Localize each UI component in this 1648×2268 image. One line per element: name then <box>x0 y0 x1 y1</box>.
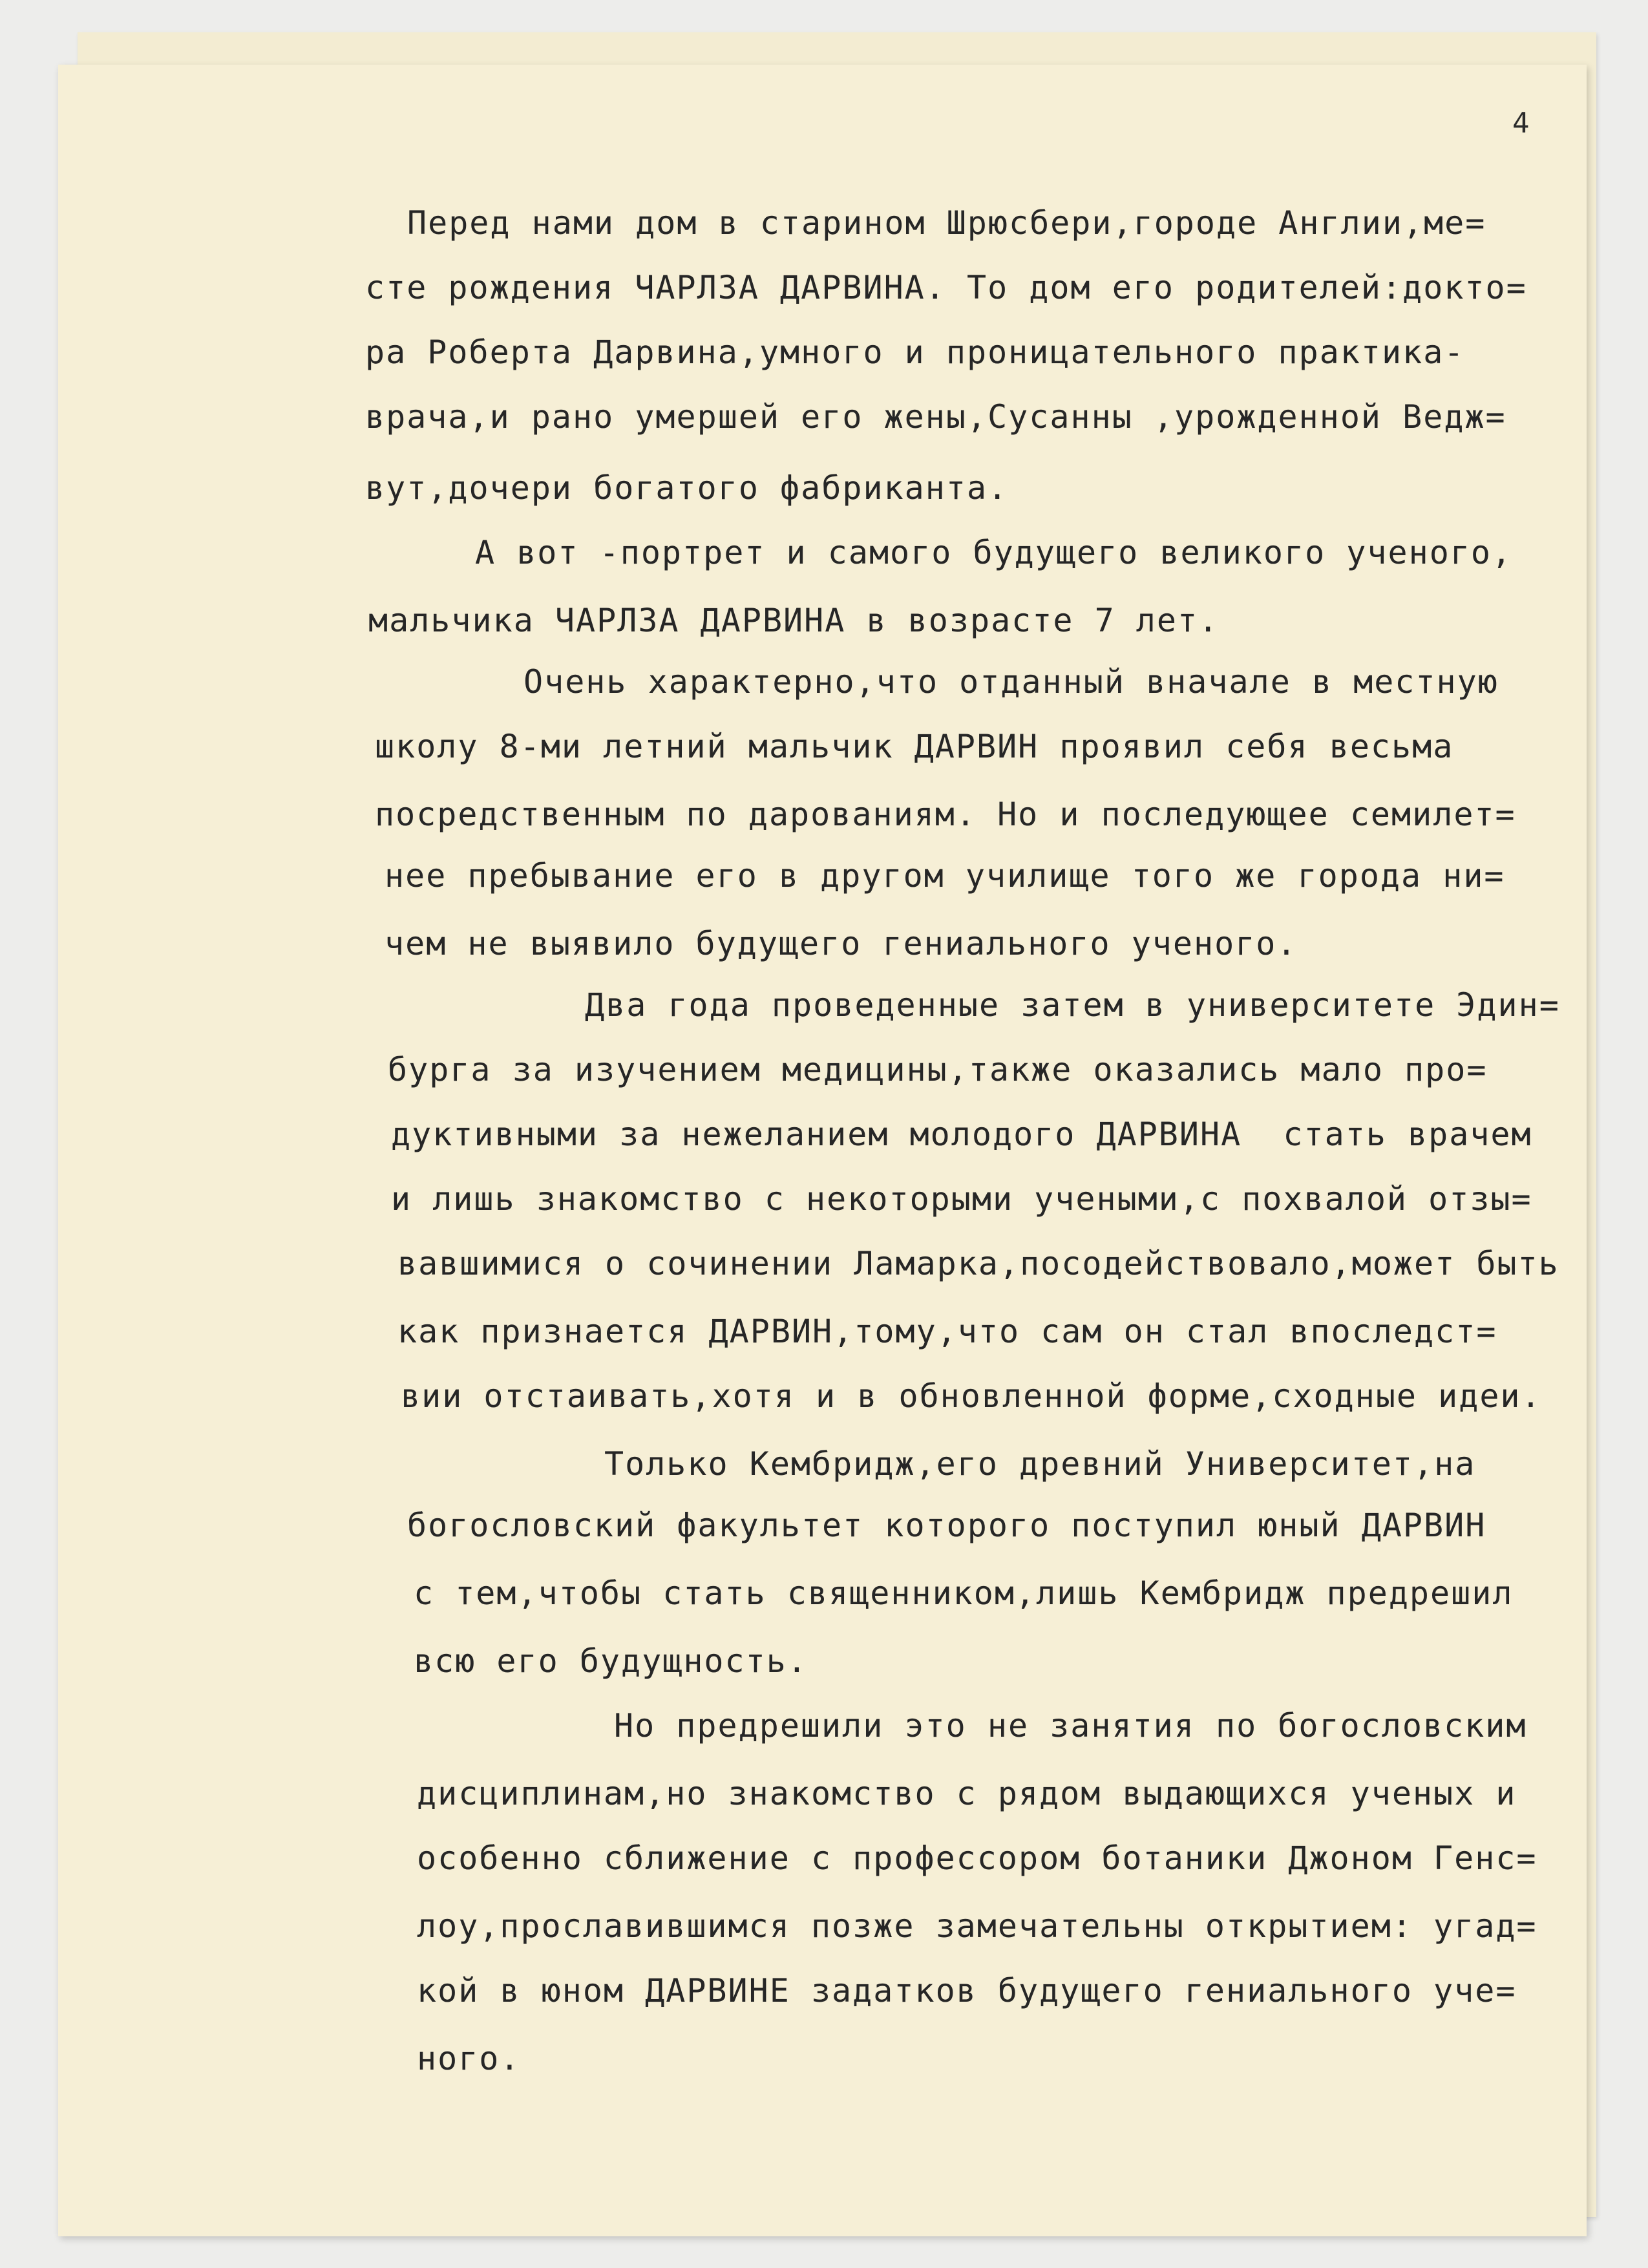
text-line: Два года проведенные затем в университете Эдин= <box>585 986 1560 1024</box>
text-line: всю его будущность. <box>414 1642 808 1680</box>
text-line: ного. <box>417 2040 521 2077</box>
text-line: Перед нами дом в старином Шрюсбери,городе Англии,ме= <box>407 204 1486 242</box>
text-line: бурга за изучением медицины,также оказались мало про= <box>388 1051 1488 1088</box>
text-line: вут,дочери богатого фабриканта. <box>365 469 1009 507</box>
text-line: Только Кембридж,его древний Университет,на <box>604 1445 1476 1483</box>
text-line: чем не выявило будущего гениального ученого. <box>385 925 1298 962</box>
text-line: мальчика ЧАРЛЗА ДАРВИНА в возрасте 7 лет. <box>368 602 1220 639</box>
text-line: вавшимися о сочинении Ламарка,посодействовало,может быть <box>397 1245 1559 1282</box>
text-line: школу 8-ми летний мальчик ДАРВИН проявил себя весьма <box>375 728 1454 765</box>
text-line: посредственным по дарованиям. Но и последующее семилет= <box>375 796 1516 833</box>
text-line: Очень характерно,что отданный вначале в местную <box>523 663 1499 701</box>
text-line: с тем,чтобы стать священником,лишь Кембридж предрешил <box>414 1574 1514 1612</box>
text-line: кой в юном ДАРВИНЕ задатков будущего гениального уче= <box>417 1972 1517 2009</box>
text-line: как признается ДАРВИН,тому,что сам он стал впоследст= <box>397 1313 1497 1350</box>
text-line: нее пребывание его в другом училище того же города ни= <box>385 857 1505 895</box>
page-number: 4 <box>1512 107 1530 140</box>
text-line: богословский факультет которого поступил юный ДАРВИН <box>407 1507 1486 1544</box>
text-line: вии отстаивать,хотя и в обновленной форме,сходные идеи. <box>401 1377 1542 1415</box>
text-line: сте рождения ЧАРЛЗА ДАРВИНА. То дом его родителей:докто= <box>365 269 1527 306</box>
text-line: особенно сближение с профессором ботаники Джоном Генс= <box>417 1839 1537 1877</box>
text-line: дуктивными за нежеланием молодого ДАРВИНА стать врачем <box>391 1116 1532 1153</box>
text-line: врача,и рано умершей его жены,Сусанны ,урожденной Ведж= <box>365 398 1506 436</box>
text-line: Но предрешили это не занятия по богословским <box>614 1707 1527 1744</box>
text-line: лоу,прославившимся позже замечательны открытием: угад= <box>417 1907 1537 1945</box>
text-line: А вот -портрет и самого будущего великого ученого, <box>475 534 1513 571</box>
text-line: ра Роберта Дарвина,умного и проницательного практика- <box>365 334 1465 371</box>
text-line: дисциплинам,но знакомство с рядом выдающихся ученых и <box>417 1775 1517 1812</box>
text-line: и лишь знакомство с некоторыми учеными,с похвалой отзы= <box>391 1180 1532 1218</box>
